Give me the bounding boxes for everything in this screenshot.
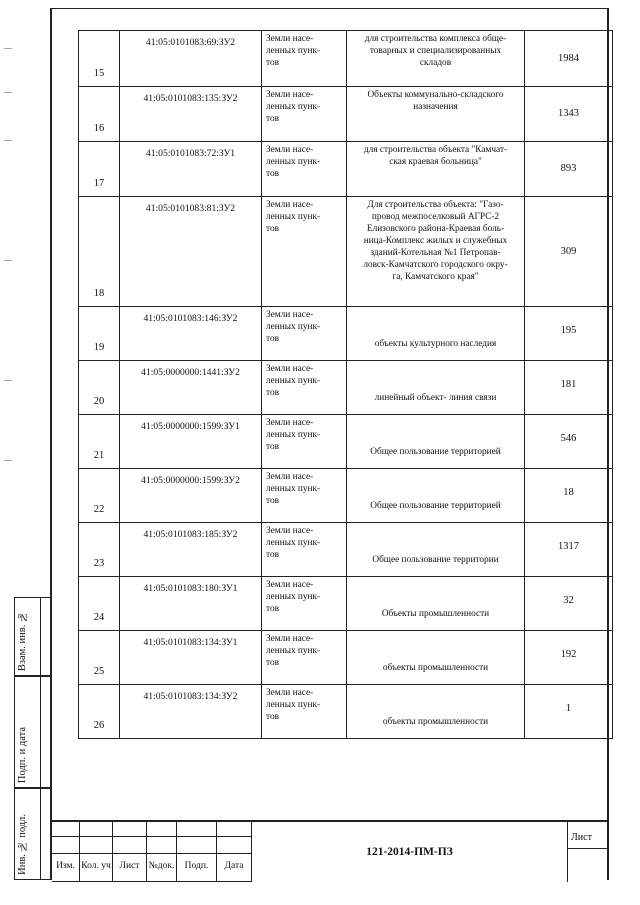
- land-category-line: ленных пунк-: [266, 430, 321, 440]
- land-category-line: тов: [266, 114, 279, 124]
- row-number: 23: [79, 523, 120, 577]
- plot-area: 32: [525, 577, 613, 631]
- permitted-use-line: Общее пользование территорией: [370, 501, 501, 511]
- land-category: [262, 87, 347, 142]
- plot-area: 1343: [525, 87, 613, 142]
- permitted-use: [347, 307, 525, 361]
- land-category-line: тов: [266, 604, 279, 614]
- land-category: [262, 197, 347, 307]
- row-number: 16: [79, 87, 120, 142]
- plot-area: 309: [525, 197, 613, 307]
- land-category-line: Земли насе-: [266, 200, 314, 210]
- permitted-use: [347, 142, 525, 197]
- row-number: 21: [79, 415, 120, 469]
- plot-area: 1317: [525, 523, 613, 577]
- side-field-inv: [14, 788, 40, 880]
- permitted-use: [347, 631, 525, 685]
- cadastral-number: 41:05:0101083:134:ЗУ2: [120, 685, 262, 739]
- plot-area: 18: [525, 469, 613, 523]
- stamp-cell: [147, 822, 177, 837]
- table-row: [79, 577, 613, 631]
- cadastral-number: 41:05:0101083:180:ЗУ1: [120, 577, 262, 631]
- land-category-line: Земли насе-: [266, 580, 314, 590]
- land-category: [262, 415, 347, 469]
- cadastral-number: 41:05:0000000:1441:ЗУ2: [120, 361, 262, 415]
- land-category-line: тов: [266, 658, 279, 668]
- stamp-cell: [217, 822, 252, 837]
- stamp-header-data: Дата: [217, 854, 252, 882]
- land-category: [262, 631, 347, 685]
- land-category-line: Земли насе-: [266, 34, 314, 44]
- stamp-cell: [217, 837, 252, 854]
- row-number: 18: [79, 197, 120, 307]
- permitted-use-line: Для строительства объекта: "Газо-: [367, 200, 504, 210]
- permitted-use: [347, 361, 525, 415]
- row-number: 19: [79, 307, 120, 361]
- permitted-use-line: провод межпоселковый АГРС-2: [371, 212, 500, 222]
- sheet-number-cell: [567, 849, 609, 882]
- land-category-line: тов: [266, 442, 279, 452]
- side-label-vzam: Взам. инв. №: [17, 610, 28, 671]
- cadastral-number: 41:05:0000000:1599:ЗУ2: [120, 469, 262, 523]
- land-category: [262, 361, 347, 415]
- land-category: [262, 523, 347, 577]
- land-category-line: Земли насе-: [266, 90, 314, 100]
- table-row: [79, 415, 613, 469]
- stamp-header-list: Лист: [113, 854, 147, 882]
- land-category-line: Земли насе-: [266, 472, 314, 482]
- cadastral-number: 41:05:0101083:134:ЗУ1: [120, 631, 262, 685]
- land-category-line: ленных пунк-: [266, 212, 321, 222]
- table-row: [79, 361, 613, 415]
- table-row: [79, 523, 613, 577]
- stamp-cell: [113, 837, 147, 854]
- cadastral-number: 41:05:0101083:81:ЗУ2: [120, 197, 262, 307]
- plot-area: 181: [525, 361, 613, 415]
- stamp-cell: [177, 837, 217, 854]
- permitted-use: [347, 469, 525, 523]
- land-category-line: ленных пунк-: [266, 592, 321, 602]
- plot-area: 1: [525, 685, 613, 739]
- cadastral-number: 41:05:0101083:146:ЗУ2: [120, 307, 262, 361]
- stamp-cell: [80, 822, 113, 837]
- stamp-cell: [52, 837, 80, 854]
- row-number: 22: [79, 469, 120, 523]
- land-category-line: тов: [266, 550, 279, 560]
- land-category-line: Земли насе-: [266, 310, 314, 320]
- scan-mark: [4, 92, 12, 93]
- land-category-line: ленных пунк-: [266, 646, 321, 656]
- plot-area: 546: [525, 415, 613, 469]
- cadastral-number: 41:05:0000000:1599:ЗУ1: [120, 415, 262, 469]
- permitted-use-line: товарных и специализированных: [369, 46, 502, 56]
- permitted-use-line: ская краевая больница": [389, 157, 482, 167]
- scan-mark: [4, 460, 12, 461]
- permitted-use-line: объекты промышленности: [382, 717, 489, 727]
- plot-area: 195: [525, 307, 613, 361]
- row-number: 24: [79, 577, 120, 631]
- land-category-line: ленных пунк-: [266, 322, 321, 332]
- land-category-line: тов: [266, 58, 279, 68]
- permitted-use-line: складов: [419, 58, 452, 68]
- land-category: [262, 685, 347, 739]
- cadastral-number: 41:05:0101083:135:ЗУ2: [120, 87, 262, 142]
- permitted-use-line: Елизовского района-Краевая боль-: [366, 224, 505, 234]
- stamp-cell: [113, 822, 147, 837]
- land-category-line: ленных пунк-: [266, 484, 321, 494]
- land-category: [262, 307, 347, 361]
- row-number: 15: [79, 31, 120, 87]
- stamp-cell: [177, 822, 217, 837]
- row-number: 20: [79, 361, 120, 415]
- table-row: [79, 307, 613, 361]
- scan-mark: [4, 48, 12, 49]
- permitted-use-line: ловск-Камчатского городского окру-: [363, 260, 508, 270]
- permitted-use: [347, 577, 525, 631]
- land-category-line: ленных пунк-: [266, 157, 321, 167]
- row-number: 25: [79, 631, 120, 685]
- stamp-cell: [80, 837, 113, 854]
- permitted-use-line: ница-Комплекс жилых и служебных: [363, 236, 508, 246]
- document-number: 121-2014-ПМ-ПЗ: [366, 846, 453, 858]
- land-category-line: ленных пунк-: [266, 46, 321, 56]
- land-category-line: Земли насе-: [266, 526, 314, 536]
- land-category-line: ленных пунк-: [266, 700, 321, 710]
- table-row: [79, 685, 613, 739]
- plot-area: 192: [525, 631, 613, 685]
- permitted-use: [347, 523, 525, 577]
- side-field-inv-value: [40, 788, 52, 880]
- plot-area: 893: [525, 142, 613, 197]
- stamp-cell: [52, 822, 80, 837]
- land-category-line: тов: [266, 388, 279, 398]
- land-category-line: тов: [266, 712, 279, 722]
- permitted-use-line: линейный объект- линия связи: [374, 393, 497, 403]
- permitted-use-line: объекты культурного наследия: [374, 339, 497, 349]
- land-category: [262, 577, 347, 631]
- land-category-line: ленных пунк-: [266, 376, 321, 386]
- side-label-inv: Инв. № подл.: [17, 814, 28, 875]
- side-field-vzam: [14, 597, 40, 676]
- permitted-use: [347, 87, 525, 142]
- land-category-line: тов: [266, 169, 279, 179]
- scan-mark: [4, 260, 12, 261]
- land-category-line: Земли насе-: [266, 634, 314, 644]
- land-category-line: Земли насе-: [266, 145, 314, 155]
- permitted-use: [347, 31, 525, 87]
- land-category-line: Земли насе-: [266, 688, 314, 698]
- table-row: [79, 31, 613, 87]
- scan-mark: [4, 380, 12, 381]
- permitted-use: [347, 197, 525, 307]
- table-row: [79, 631, 613, 685]
- permitted-use-line: объекты промышленности: [382, 663, 489, 673]
- permitted-use-line: назначения: [413, 102, 458, 112]
- land-category-line: тов: [266, 334, 279, 344]
- land-category: [262, 31, 347, 87]
- stamp-cell: [147, 837, 177, 854]
- plot-area: 1984: [525, 31, 613, 87]
- land-category-line: Земли насе-: [266, 364, 314, 374]
- table-row: [79, 142, 613, 197]
- land-category-line: тов: [266, 496, 279, 506]
- land-category-line: тов: [266, 224, 279, 234]
- permitted-use-line: Объекты коммунально-складского: [367, 90, 504, 100]
- cadastral-number: 41:05:0101083:185:ЗУ2: [120, 523, 262, 577]
- side-label-podp: Подп. и дата: [17, 726, 28, 783]
- stamp-header-izm: Изм.: [52, 854, 80, 882]
- cadastral-number: 41:05:0101083:69:ЗУ2: [120, 31, 262, 87]
- sheet-label: Лист: [571, 832, 592, 843]
- scan-mark: [4, 140, 12, 141]
- stamp-header-kol: Кол. уч: [80, 854, 113, 882]
- side-field-podp: [14, 676, 40, 788]
- land-plots-table: [78, 30, 613, 739]
- permitted-use-line: зданий-Котельная №1 Петропав-: [370, 248, 501, 258]
- permitted-use-line: Общее пользование территорией: [370, 447, 501, 457]
- side-field-podp-value: [40, 676, 52, 788]
- row-number: 17: [79, 142, 120, 197]
- table-row: [79, 469, 613, 523]
- title-block: [52, 820, 609, 880]
- row-number: 26: [79, 685, 120, 739]
- land-category-line: Земли насе-: [266, 418, 314, 428]
- permitted-use: [347, 685, 525, 739]
- stamp-header-ndok: №док.: [147, 854, 177, 882]
- permitted-use-line: га, Камчатского края": [392, 272, 479, 282]
- land-category: [262, 142, 347, 197]
- land-category-line: ленных пунк-: [266, 538, 321, 548]
- permitted-use-line: для строительства комплекса обще-: [364, 34, 507, 44]
- table-row: [79, 197, 613, 307]
- side-field-vzam-value: [40, 597, 52, 676]
- land-category: [262, 469, 347, 523]
- permitted-use-line: Общее пользование территории: [372, 555, 499, 565]
- permitted-use-line: Объекты промышленности: [381, 609, 490, 619]
- cadastral-number: 41:05:0101083:72:ЗУ1: [120, 142, 262, 197]
- permitted-use-line: для строительства объекта "Камчат-: [363, 145, 508, 155]
- permitted-use: [347, 415, 525, 469]
- land-category-line: ленных пунк-: [266, 102, 321, 112]
- table-row: [79, 87, 613, 142]
- stamp-header-podp: Подп.: [177, 854, 217, 882]
